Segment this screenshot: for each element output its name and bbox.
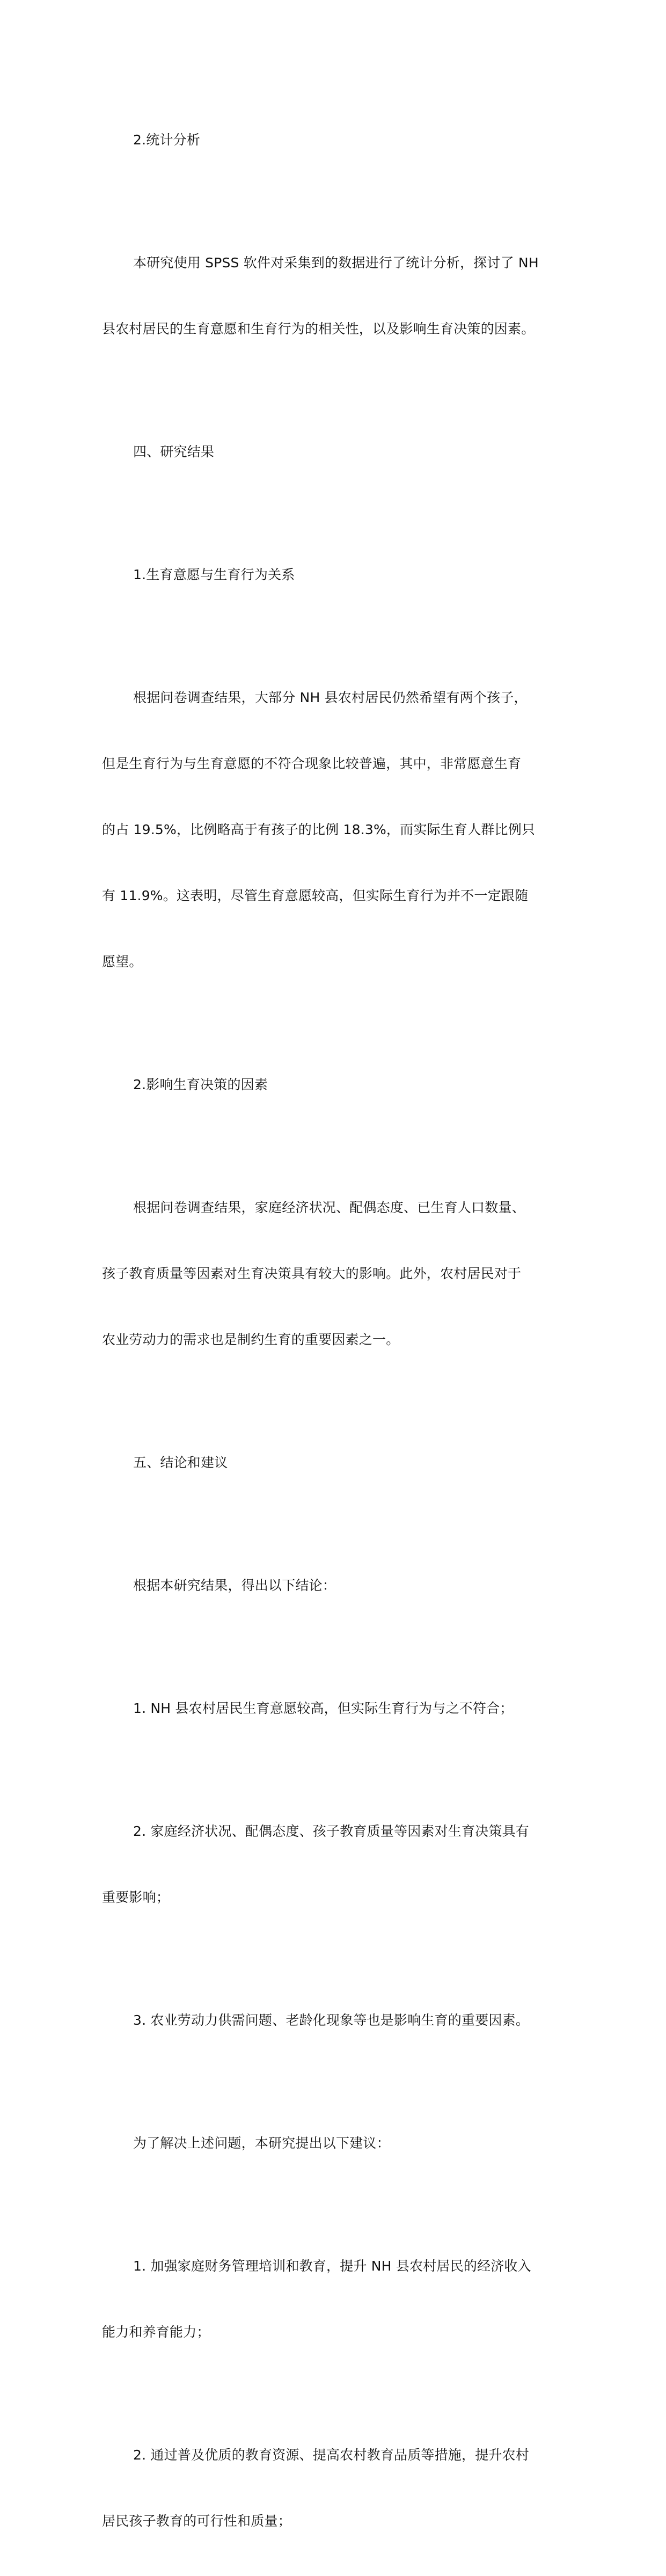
text-line: 2. 家庭经济状况、配偶态度、孩子教育质量等因素对生育决策具有 — [133, 1823, 530, 1839]
text-line: 的占 19.5%，比例略高于有孩子的比例 18.3%，而实际生育人群比例只 — [102, 822, 536, 837]
text-line: 农业劳动力的需求也是制约生育的重要因素之一。 — [102, 1332, 400, 1347]
text-line: 根据问卷调查结果，家庭经济状况、配偶态度、已生育人口数量、 — [133, 1200, 525, 1215]
suggestion-item-1 — [102, 2211, 574, 2387]
section-heading-results — [102, 397, 574, 507]
text-line: 1. 加强家庭财务管理培训和教育，提升 NH 县农村居民的经济收入 — [133, 2258, 531, 2274]
text-line: 重要影响； — [102, 1889, 170, 1905]
paragraph-factors — [102, 1152, 574, 1395]
text-line: 但是生育行为与生育意愿的不符合现象比较普遍，其中，非常愿意生育 — [102, 756, 522, 771]
conclusion-item-1 — [102, 1653, 574, 1763]
text-line: 本研究使用 SPSS 软件对采集到的数据进行了统计分析，探讨了 NH — [133, 255, 539, 271]
text-line: 1. NH 县农村居民生育意愿较高，但实际生育行为与之不符合； — [133, 1701, 514, 1716]
subheading-factors — [102, 1030, 574, 1140]
text-line: 孩子教育质量等因素对生育决策具有较大的影响。此外，农村居民对于 — [102, 1266, 522, 1281]
subheading-intention-behavior — [102, 520, 574, 630]
text-line: 根据问卷调查结果，大部分 NH 县农村居民仍然希望有两个孩子， — [133, 690, 528, 705]
paragraph-statistical-method — [102, 208, 574, 384]
document-page — [102, 85, 574, 2576]
text-line: 县农村居民的生育意愿和生育行为的相关性，以及影响生育决策的因素。 — [102, 321, 535, 337]
heading-statistical-analysis — [102, 85, 574, 195]
text-line: 四、研究结果 — [133, 444, 215, 459]
text-line: 2.统计分析 — [133, 132, 201, 148]
suggestion-item-2 — [102, 2400, 574, 2576]
text-line: 1.生育意愿与生育行为关系 — [133, 567, 295, 582]
text-line: 愿望。 — [102, 954, 143, 969]
text-line: 为了解决上述问题，本研究提出以下建议： — [133, 2135, 390, 2151]
paragraph-intention-behavior — [102, 643, 574, 1017]
text-line: 2.影响生育决策的因素 — [133, 1077, 268, 1092]
text-line: 根据本研究结果，得出以下结论： — [133, 1578, 336, 1593]
text-line: 能力和养育能力； — [102, 2324, 210, 2340]
text-line: 2. 通过普及优质的教育资源、提高农村教育品质等措施，提升农村 — [133, 2447, 530, 2463]
paragraph-conclusions-intro — [102, 1530, 574, 1640]
paragraph-suggestions-intro — [102, 2088, 574, 2198]
conclusion-item-2 — [102, 1776, 574, 1952]
text-line: 居民孩子教育的可行性和质量； — [102, 2513, 291, 2529]
text-line: 有 11.9%。这表明，尽管生育意愿较高，但实际生育行为并不一定跟随 — [102, 888, 529, 903]
conclusion-item-3 — [102, 1965, 574, 2075]
section-heading-conclusions — [102, 1407, 574, 1517]
text-line: 3. 农业劳动力供需问题、老龄化现象等也是影响生育的重要因素。 — [133, 2012, 530, 2028]
text-line: 五、结论和建议 — [133, 1455, 228, 1470]
